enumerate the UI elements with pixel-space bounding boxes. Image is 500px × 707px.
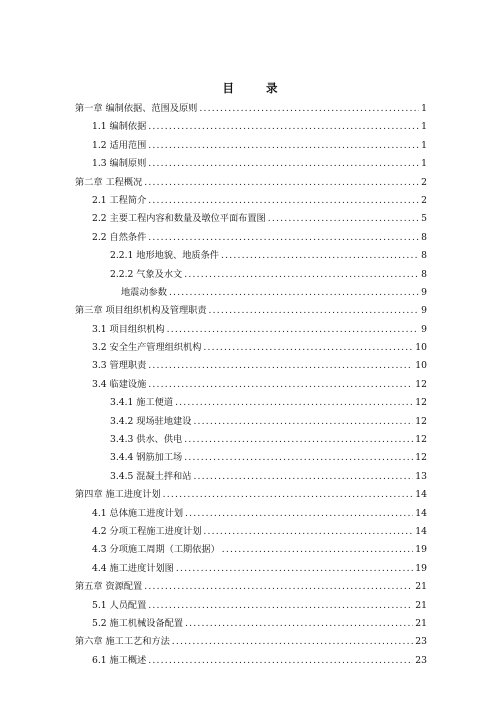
toc-dot-leader (148, 357, 413, 375)
toc-entry-text: 3.4.5 混凝土拌和站 (110, 470, 192, 482)
toc-entry-page-number: 12 (415, 378, 427, 390)
toc-entry-page-number: 14 (415, 507, 427, 519)
toc-entry[interactable] (75, 578, 427, 596)
toc-entry[interactable] (75, 339, 427, 357)
toc-entry-page-number: 21 (415, 599, 427, 611)
toc-dot-leader (163, 486, 414, 504)
toc-entry-text: 第一章 编制依据、范围及原则 (75, 103, 198, 114)
toc-entry-text: 3.4.3 供水、供电 (110, 434, 183, 446)
toc-dot-leader (203, 523, 413, 541)
toc-entry-page-number: 19 (415, 544, 427, 556)
toc-entry[interactable] (75, 210, 427, 228)
toc-entry-page-number: 12 (415, 452, 427, 464)
toc-entry[interactable] (75, 284, 427, 302)
toc-entry-text: 第四章 施工进度计划 (75, 489, 161, 501)
toc-list (75, 100, 427, 670)
toc-entry-page-number: 5 (421, 213, 427, 225)
toc-dot-leader (148, 118, 419, 136)
toc-entry-text: 第六章 施工工艺和方法 (75, 636, 170, 648)
toc-entry[interactable] (75, 652, 427, 670)
toc-dot-leader (144, 174, 419, 192)
toc-entry-text: 1.1 编制依据 (92, 121, 147, 133)
toc-entry-page-number: 13 (415, 470, 427, 482)
toc-entry-page-number: 9 (421, 286, 427, 298)
toc-entry-page-number: 23 (415, 654, 427, 666)
toc-dot-leader (184, 449, 413, 467)
toc-entry-text: 3.1 项目组织机构 (92, 323, 165, 335)
toc-entry[interactable] (75, 266, 427, 284)
toc-entry-page-number: 10 (415, 360, 427, 372)
toc-entry-text: 3.4.1 施工便道 (110, 397, 174, 409)
toc-entry-page-number: 9 (421, 305, 427, 317)
toc-entry-text: 1.3 编制原则 (92, 158, 147, 170)
toc-entry-text: 2.2.2 气象及水文 (110, 268, 183, 280)
toc-entry-text: 4.4 施工进度计划图 (92, 562, 174, 574)
toc-dot-leader (172, 633, 414, 651)
toc-entry-text: 2.2.1 地形地貌、地质条件 (110, 250, 219, 262)
toc-entry-text: 5.1 人员配置 (92, 599, 147, 611)
toc-entry[interactable] (75, 413, 427, 431)
toc-entry-text: 1.2 适用范围 (92, 139, 147, 151)
toc-dot-leader (203, 339, 413, 357)
toc-entry[interactable] (75, 376, 427, 394)
toc-entry-page-number: 2 (421, 176, 427, 188)
toc-entry-page-number: 2 (421, 194, 427, 206)
toc-entry-text: 4.3 分项施工周期（工期依据） (92, 544, 220, 556)
toc-entry-page-number: 14 (415, 489, 427, 501)
toc-entry[interactable] (75, 523, 427, 541)
toc-dot-leader (148, 155, 419, 173)
toc-dot-leader (193, 413, 413, 431)
toc-entry-page-number: 1 (421, 121, 427, 133)
toc-entry[interactable] (75, 468, 427, 486)
toc-entry-text: 地震动参数 (121, 286, 167, 298)
toc-entry-page-number: 9 (421, 323, 427, 335)
toc-entry[interactable] (75, 321, 427, 339)
toc-dot-leader (148, 597, 413, 615)
toc-entry[interactable] (75, 247, 427, 265)
toc-entry-page-number: 10 (415, 342, 427, 354)
toc-entry[interactable] (75, 118, 427, 136)
toc-dot-leader (175, 394, 413, 412)
toc-entry-page-number: 12 (415, 434, 427, 446)
toc-entry-page-number: 8 (421, 250, 427, 262)
toc-entry-text: 3.4 临建设施 (92, 378, 147, 390)
toc-entry-page-number: 8 (421, 231, 427, 243)
toc-entry-text: 4.2 分项工程施工进度计划 (92, 525, 202, 537)
toc-entry-page-number: 1 (421, 103, 427, 114)
toc-entry[interactable] (75, 100, 427, 118)
toc-dot-leader (148, 376, 413, 394)
toc-dot-leader (209, 302, 419, 320)
toc-entry-text: 第五章 资源配置 (75, 581, 143, 593)
toc-entry[interactable] (75, 431, 427, 449)
toc-entry-page-number: 1 (421, 139, 427, 151)
toc-entry-text: 3.4.4 钢筋加工场 (110, 452, 183, 464)
toc-title: 目 录 (222, 81, 292, 95)
toc-entry-page-number: 12 (415, 397, 427, 409)
toc-entry[interactable] (75, 597, 427, 615)
toc-entry-text: 6.1 施工概述 (92, 654, 147, 666)
toc-dot-leader (148, 652, 413, 670)
toc-entry-page-number: 14 (415, 525, 427, 537)
toc-entry[interactable] (75, 486, 427, 504)
toc-entry[interactable] (75, 192, 427, 210)
toc-entry[interactable] (75, 137, 427, 155)
toc-dot-leader (185, 505, 413, 523)
toc-dot-leader (148, 229, 419, 247)
toc-entry[interactable] (75, 394, 427, 412)
toc-entry[interactable] (75, 633, 427, 651)
toc-dot-leader (184, 431, 413, 449)
toc-entry-text: 4.1 总体施工进度计划 (92, 507, 184, 519)
toc-entry-text: 3.3 管理职责 (92, 360, 147, 372)
toc-entry-page-number: 1 (421, 158, 427, 170)
toc-dot-leader (176, 560, 413, 578)
toc-entry-page-number: 12 (415, 415, 427, 427)
toc-entry[interactable] (75, 155, 427, 173)
toc-entry-text: 第二章 工程概况 (75, 176, 143, 188)
toc-dot-leader (185, 615, 413, 633)
toc-entry[interactable] (75, 615, 427, 633)
toc-entry-text: 2.1 工程简介 (92, 194, 147, 206)
toc-dot-leader (221, 247, 419, 265)
toc-entry-text: 3.4.2 现场驻地建设 (110, 415, 192, 427)
toc-dot-leader (268, 210, 419, 228)
toc-entry[interactable] (75, 357, 427, 375)
toc-entry-page-number: 21 (415, 581, 427, 593)
toc-entry[interactable] (75, 505, 427, 523)
toc-entry[interactable] (75, 541, 427, 559)
toc-entry-page-number: 21 (415, 617, 427, 629)
toc-entry-text: 第三章 项目组织机构及管理职责 (75, 305, 207, 317)
toc-dot-leader (222, 541, 414, 559)
toc-dot-leader (167, 321, 419, 339)
toc-dot-leader (148, 192, 419, 210)
toc-entry[interactable] (75, 449, 427, 467)
toc-dot-leader (193, 468, 413, 486)
toc-dot-leader (148, 137, 419, 155)
toc-entry[interactable] (75, 229, 427, 247)
toc-entry-page-number: 19 (415, 562, 427, 574)
toc-entry-text: 2.2 主要工程内容和数量及墩位平面布置图 (92, 213, 266, 225)
toc-entry-page-number: 23 (415, 636, 427, 648)
toc-entry-text: 3.2 安全生产管理组织机构 (92, 342, 202, 354)
toc-dot-leader (169, 284, 419, 302)
toc-dot-leader (184, 266, 419, 284)
toc-dot-leader (144, 578, 413, 596)
toc-entry[interactable] (75, 302, 427, 320)
toc-entry-text: 5.2 施工机械设备配置 (92, 617, 184, 629)
toc-dot-leader (199, 100, 419, 118)
toc-entry[interactable] (75, 174, 427, 192)
toc-entry-page-number: 8 (421, 268, 427, 280)
toc-entry-text: 2.2 自然条件 (92, 231, 147, 243)
toc-entry[interactable] (75, 560, 427, 578)
